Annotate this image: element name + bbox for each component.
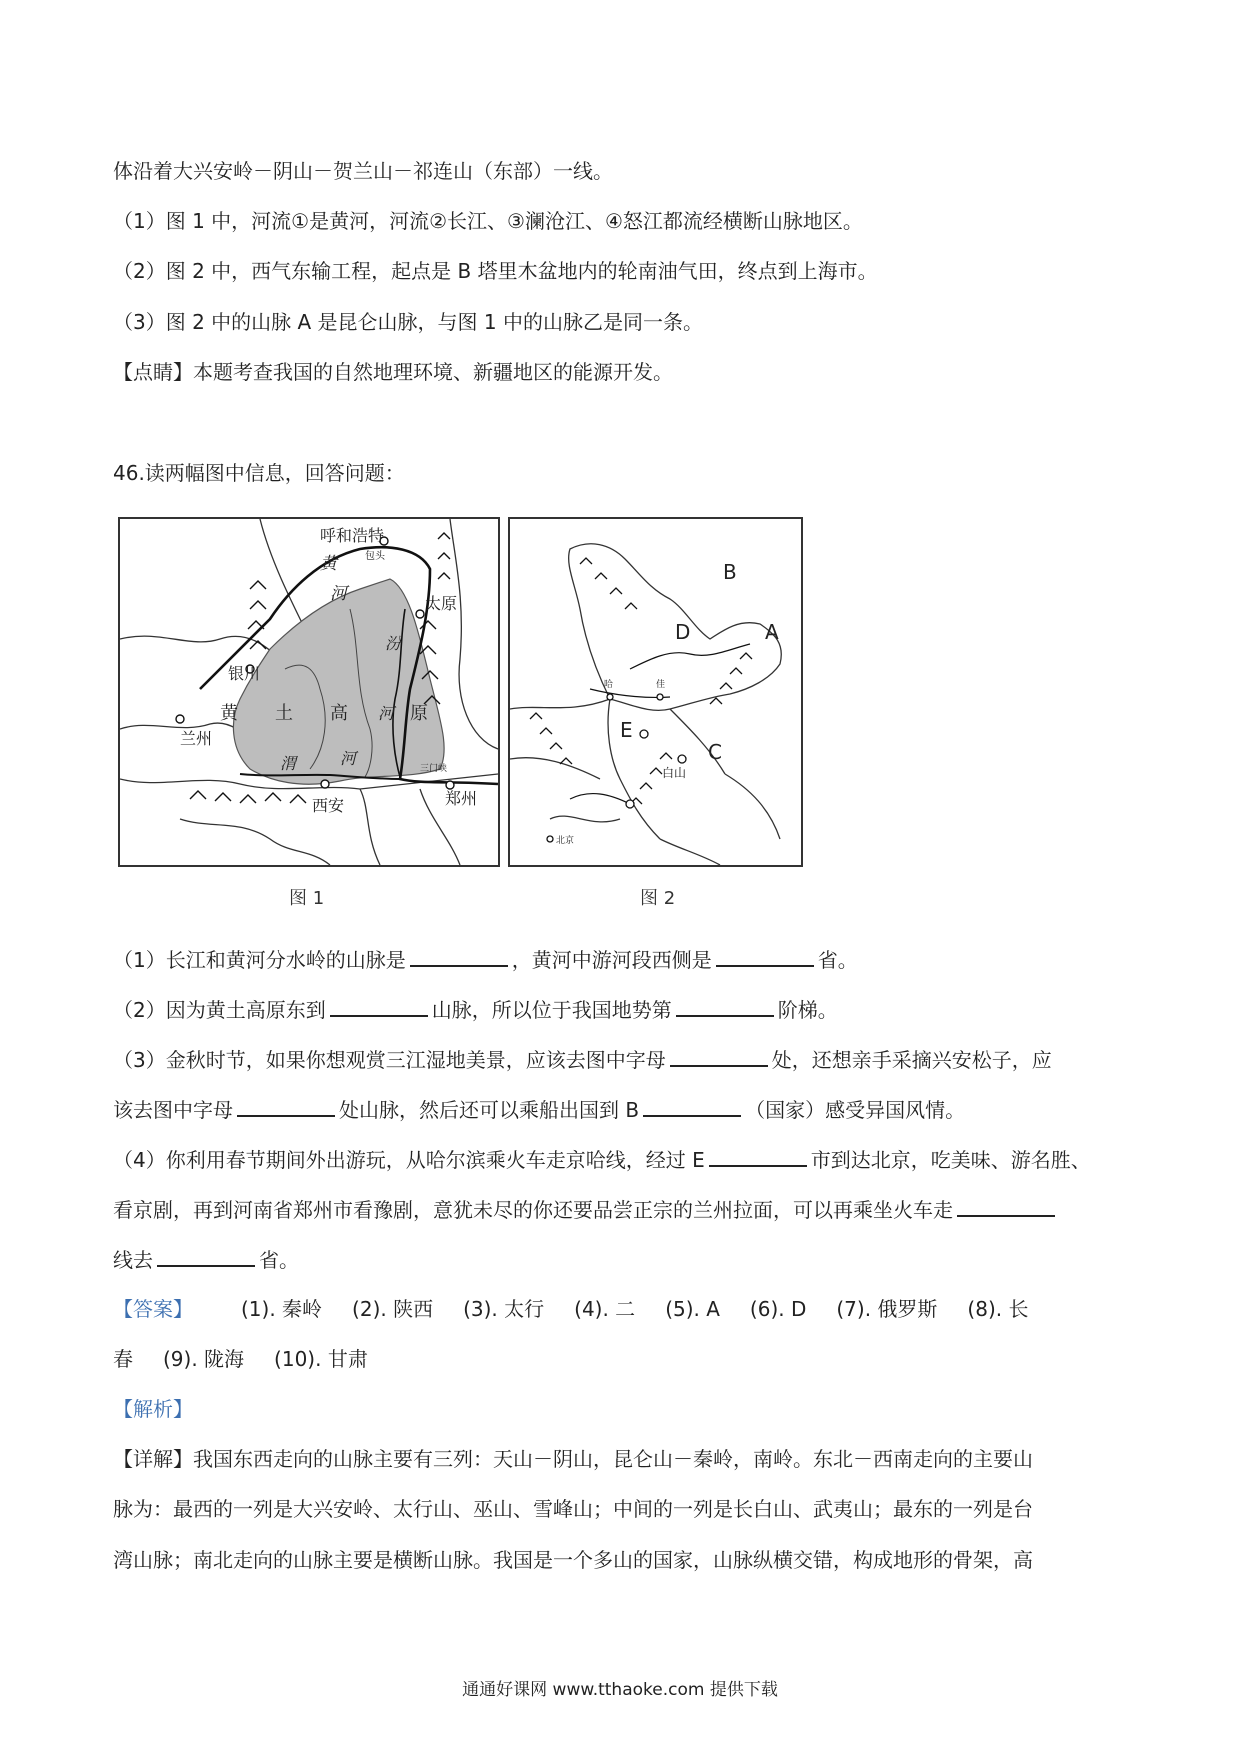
detail-line: 脉为：最西的一列是大兴安岭、太行山、巫山、雪峰山；中间的一列是长白山、武夷山；最东的一列是台: [113, 1497, 1033, 1521]
label-wei-he: 河: [340, 749, 357, 768]
answer-item: (5). A: [665, 1297, 720, 1321]
figure-1-caption: 图 1: [289, 888, 325, 909]
subquestion-4-line-3: [113, 1243, 299, 1275]
answer-item: (1). 秦岭: [241, 1297, 323, 1321]
answer-item: (6). D: [749, 1297, 807, 1321]
q4-text-a: （4）你利用春节期间外出游玩，从哈尔滨乘火车走京哈线，经过 E: [113, 1148, 705, 1172]
label-A: A: [765, 620, 779, 644]
label-plateau-tu: 土: [275, 703, 293, 724]
label-beijing: 北京: [556, 836, 575, 846]
answer-line-1: [113, 1294, 1028, 1324]
answer-item: (3). 太行: [463, 1297, 545, 1321]
answer-blank: [676, 993, 774, 1017]
answer-blank: [957, 1193, 1055, 1217]
label-taiyuan: 太原: [425, 594, 458, 613]
label-B: B: [723, 560, 737, 584]
q4-text-d: 线去: [113, 1248, 153, 1272]
label-baotou: 包头: [365, 551, 385, 562]
q2-text-b: 山脉，所以位于我国地势第: [431, 998, 672, 1022]
label-wei: 渭: [280, 754, 297, 773]
figure-2-caption: 图 2: [640, 888, 676, 909]
answer-blank: [670, 1043, 768, 1067]
label-yuan: 原: [410, 703, 428, 724]
answer-blank: [709, 1143, 807, 1167]
answer-blank: [157, 1243, 255, 1267]
q1-text-b: ，黄河中游河段西侧是: [511, 948, 712, 972]
q4-text-c: 看京剧，再到河南省郑州市看豫剧，意犹未尽的你还要品尝正宗的兰州拉面，可以再乘坐火车走: [113, 1198, 953, 1222]
text-line: （2）图 2 中，西气东输工程，起点是 B 塔里木盆地内的轮南油气田，终点到上海市。: [113, 259, 878, 283]
label-lanzhou: 兰州: [180, 729, 213, 748]
label-C: C: [708, 740, 722, 764]
subquestion-4-line-1: [113, 1143, 1091, 1175]
text-line: （1）图 1 中，河流①是黄河，河流②长江、③澜沧江、④怒江都流经横断山脉地区。: [113, 209, 863, 233]
label-xian: 西安: [312, 796, 345, 815]
q4-text-e: 省。: [259, 1248, 299, 1272]
label-yinchuan: 银川: [228, 664, 261, 683]
text-line: （3）图 2 中的山脉 A 是昆仑山脉，与图 1 中的山脉乙是同一条。: [113, 310, 703, 334]
label-baishan: 白山: [662, 766, 687, 780]
analysis-tag: 【解析】: [113, 1397, 193, 1421]
label-E: E: [620, 718, 633, 742]
q3-text-b: 处，还想亲手采摘兴安松子，应: [771, 1048, 1052, 1072]
question-stem: 46.读两幅图中信息，回答问题：: [113, 461, 405, 485]
figure-1-svg: [120, 519, 498, 865]
label-D: D: [675, 620, 691, 644]
answer-blank: [716, 943, 814, 967]
answer-item: (8). 长: [967, 1297, 1029, 1321]
figure-2-svg: [510, 519, 801, 865]
subquestion-3-line-2: [113, 1093, 965, 1125]
detail-line: 【详解】我国东西走向的山脉主要有三列：天山－阴山，昆仑山－秦岭，南岭。东北－西南走向的主要山: [113, 1447, 1033, 1471]
q1-text-c: 省。: [817, 948, 858, 972]
subquestion-2: [113, 993, 838, 1025]
q3-text-c: 该去图中字母: [113, 1098, 233, 1122]
answer-blank: [330, 993, 428, 1017]
answer-line-2: [113, 1344, 368, 1374]
q1-text-a: （1）长江和黄河分水岭的山脉是: [113, 948, 406, 972]
label-yellow-2: 河: [330, 584, 347, 604]
subquestion-3-line-1: [113, 1043, 1052, 1075]
label-fen: 汾: [385, 634, 402, 653]
label-sanmenxia: 三门峡: [420, 764, 448, 774]
figure-1-map: [118, 517, 500, 867]
label-city-1: 哈: [604, 680, 614, 690]
label-hohhot: 呼和浩特: [320, 526, 385, 545]
q2-text-a: （2）因为黄土高原东到: [113, 998, 326, 1022]
answer-item: (7). 俄罗斯: [836, 1297, 938, 1321]
text-line: 体沿着大兴安岭－阴山－贺兰山－祁连山（东部）一线。: [113, 159, 613, 183]
detail-line: 湾山脉；南北走向的山脉主要是横断山脉。我国是一个多山的国家，山脉纵横交错，构成地形的骨架，高: [113, 1548, 1033, 1572]
q3-text-d: 处山脉，然后还可以乘船出国到 B: [339, 1098, 640, 1122]
q3-text-e: （国家）感受异国风情。: [745, 1098, 966, 1122]
answer-item: (9). 陇海: [163, 1347, 245, 1371]
label-plateau-huang: 黄: [220, 703, 238, 724]
q4-text-b: 市到达北京，吃美味、游名胜、: [810, 1148, 1091, 1172]
subquestion-1: [113, 943, 858, 975]
subquestion-4-line-2: [113, 1193, 1059, 1225]
answer-item: 春: [113, 1347, 133, 1371]
answer-item: (10). 甘肃: [274, 1347, 368, 1371]
label-fen-he: 河: [378, 704, 395, 723]
text-line: 【点睛】本题考查我国的自然地理环境、新疆地区的能源开发。: [113, 360, 673, 384]
answer-item: (2). 陕西: [352, 1297, 434, 1321]
answer-tag: 【答案】: [113, 1297, 193, 1321]
figure-2-map: [508, 517, 803, 867]
q3-text-a: （3）金秋时节，如果你想观赏三江湿地美景，应该去图中字母: [113, 1048, 666, 1072]
answer-blank: [643, 1093, 741, 1117]
answer-blank: [410, 943, 508, 967]
label-plateau-gao: 高: [330, 703, 348, 724]
page-footer: 通通好课网 www.tthaoke.com 提供下载: [462, 1680, 778, 1700]
q2-text-c: 阶梯。: [777, 998, 838, 1022]
label-zhengzhou: 郑州: [445, 789, 478, 808]
answer-blank: [237, 1093, 335, 1117]
label-yellow-1: 黄: [320, 554, 337, 574]
answer-item: (4). 二: [574, 1297, 636, 1321]
label-city-2: 佳: [656, 680, 666, 690]
